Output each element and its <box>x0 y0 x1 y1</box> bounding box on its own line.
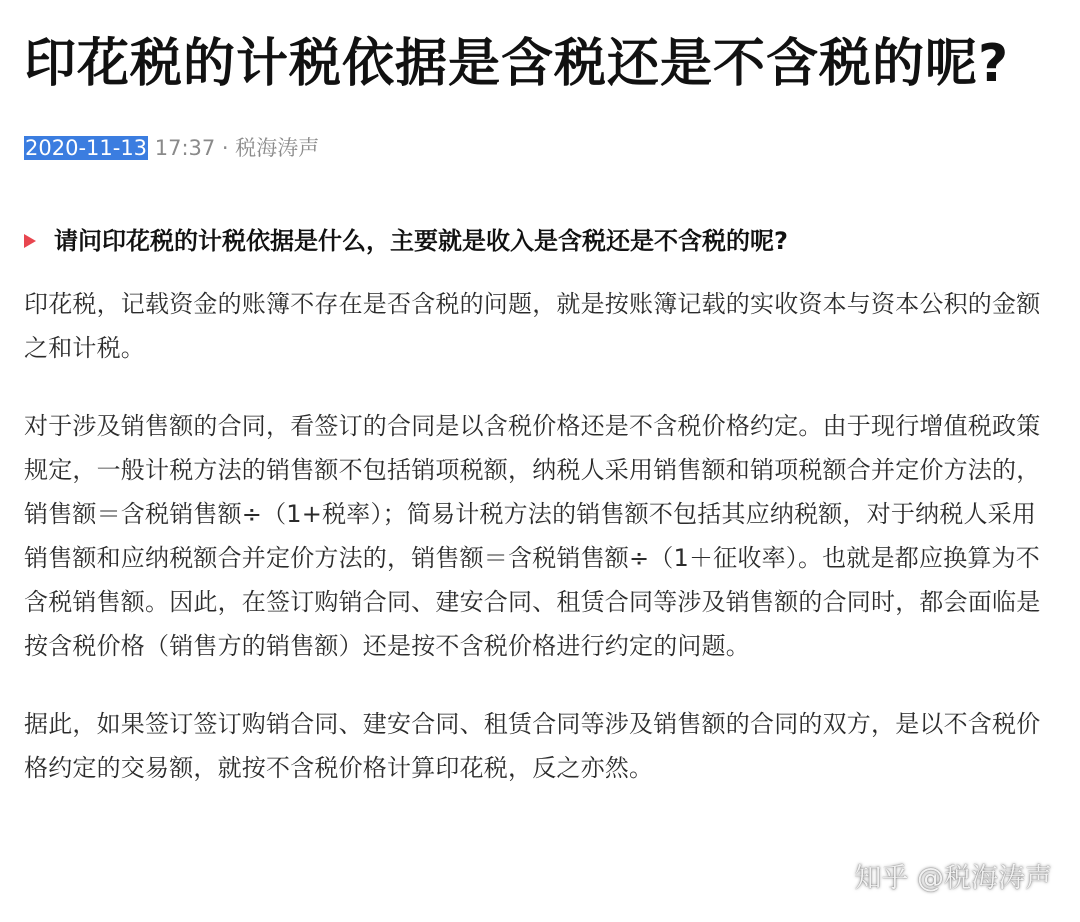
question-heading <box>24 224 1056 258</box>
article-title: 印花税的计税依据是含税还是不含税的呢? <box>24 34 1010 94</box>
publish-date: 2020-11-13 <box>25 136 148 160</box>
publish-time-author: 17:37 · 税海涛声 <box>148 136 320 160</box>
article <box>24 0 1056 790</box>
paragraph-1: 印花税，记载资金的账簿不存在是否含税的问题，就是按账簿记载的实收资本与资本公积的金额之和计税。 <box>24 290 1041 362</box>
paragraph-2: 对于涉及销售额的合同，看签订的合同是以含税价格还是不含税价格约定。由于现行增值税政策规定，一般计税方法的销售额不包括销项税额，纳税人采用销售额和销项税额合并定价方法的，销售额＝含税销售额÷（1+税率）；简易计税方法的销售额不包括其应纳税额，对于纳税人采用销售额和应纳税额合并定价方法的，销售额＝含税销售额÷（1＋征收率）。也就是都应换算为不含税销售额。因此，在签订购销合同、建安合同、租赁合同等涉及销售额的合同时，都会面临是按含税价格（销售方的销售额）还是按不含税价格进行约定的问题。 <box>24 412 1041 660</box>
paragraph-3: 据此，如果签订签订购销合同、建安合同、租赁合同等涉及销售额的合同的双方，是以不含税价格约定的交易额，就按不含税价格计算印花税，反之亦然。 <box>24 710 1041 782</box>
article-meta <box>24 134 1056 162</box>
question-text: 请问印花税的计税依据是什么，主要就是收入是含税还是不含税的呢? <box>54 227 788 255</box>
zhihu-watermark: 知乎 @税海涛声 <box>854 863 1052 894</box>
triangle-marker-icon <box>24 234 36 248</box>
